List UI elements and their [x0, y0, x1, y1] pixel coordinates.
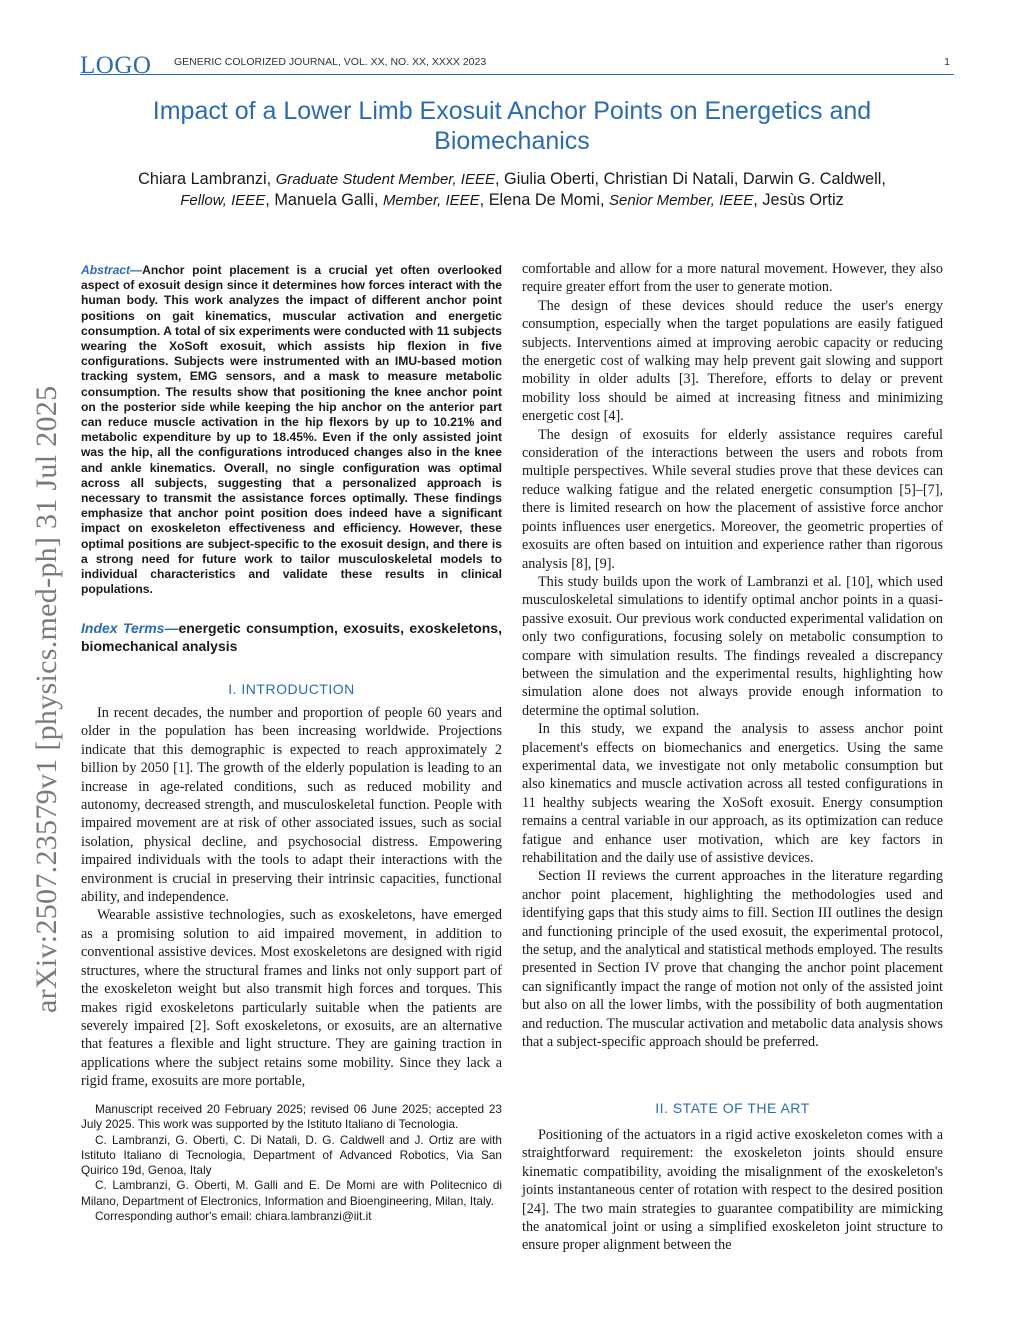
state-of-art-column: [522, 1126, 943, 1255]
abstract: [81, 263, 502, 597]
section-heading-state-of-the-art: II. STATE OF THE ART: [655, 1100, 810, 1116]
arxiv-stamp: arXiv:2507.23579v1 [physics.med-ph] 31 Jul 2025: [30, 385, 63, 1013]
author-membership: Senior Member, IEEE: [609, 192, 754, 209]
journal-name: GENERIC COLORIZED JOURNAL, VOL. XX, NO. XX, XXXX 2023: [174, 56, 487, 68]
intro-left-column: [81, 704, 502, 1091]
author-membership: Member, IEEE: [382, 192, 480, 209]
paragraph: comfortable and allow for a more natural movement. However, they also require greater effort from the user to generate motion.: [522, 261, 943, 296]
author-list: [80, 169, 944, 211]
paragraph: Section II reviews the current approaches in the literature regarding anchor point placement, highlighting the methodologies used and identifying gaps that this study aims to fill. Section III outlines the design and functioning principle of the used exosuit, the experimental protocol, the setup, and the analytical and statistical methods employed. The results presented in Section IV prove that changing the anchor point placement can significantly impact the range of motion not only of the assisted joint but also on all the lower limbs, with the possibility of both augmentation and reduction. The muscular activation and metabolic data analysis shows that a subject-specific approach should be preferred.: [522, 868, 943, 1051]
paper-title: Impact of a Lower Limb Exosuit Anchor Points on Energetics and Biomechanics: [152, 97, 872, 155]
abstract-text: Anchor point placement is a crucial yet often overlooked aspect of exosuit design since it determines how forces interact with the human body. This work analyzes the impact of different anchor point positions on gait kinematics, muscular activation and energetic consumption. A total of six experiments were conducted with 11 subjects wearing the XoSoft exosuit, which assists hip flexion in five configurations. Subjects were instrumented with an IMU-based motion tracking system, EMG sensors, and a mask to measure metabolic consumption. The results show that positioning the knee anchor point on the posterior side while keeping the hip anchor on the anterior part can reduce muscle activation in the hip flexors by up to 10.21% and metabolic expenditure by up to 18.45%. Even if the only assisted joint was the hip, all the configurations introduced changes also in the knee and ankle kinematics. Overall, no single configuration was optimal across all subjects, suggesting that a personalized approach is necessary to transmit the assistance forces optimally. These findings emphasize that anchor point position does indeed have a significant impact on exoskeleton effectiveness and efficiency. However, these optimal positions are subject-specific to the exosuit design, and there is a strong need for future work to tailor musculoskeletal models to individual characteristics and validate these results in clinical populations.: [81, 263, 502, 597]
author-membership: Fellow, IEEE: [180, 192, 266, 209]
journal-header: [80, 52, 954, 79]
author-names: , Elena De Momi,: [479, 191, 610, 209]
index-terms-label: Index Terms—: [81, 620, 179, 636]
paragraph: In recent decades, the number and proportion of people 60 years and older in the population has been increasing worldwide. Projections indicate that this demographic is expected to reach approximately 2 billion by 2050 [1]. The growth of the elderly population is leading to an increase in age-related conditions, such as reduced mobility and autonomy, decreased strength, and musculoskeletal function. People with impaired movement are at risk of other associated issues, such as social isolation, physical decline, and psychosocial distress. Empowering impaired individuals with the tools to adapt their interactions with the environment is crucial in preserving their intrinsic capacities, functional ability, and independence.: [81, 705, 502, 906]
author-names: , Manuela Galli,: [265, 191, 383, 209]
author-names: Chiara Lambranzi,: [138, 170, 276, 188]
paragraph: The design of these devices should reduce the user's energy consumption, especially when the target populations are easily fatigued subjects. Interventions aimed at improving aerobic capacity or reducing the energetic cost of walking may help prevent gait slowing and support mobility in older adults [3]. Therefore, efforts to delay or prevent mobility loss should be aimed at increasing fitness and minimizing energetic cost [4].: [522, 297, 943, 425]
section-heading-introduction: I. INTRODUCTION: [228, 681, 355, 697]
footnote-item: C. Lambranzi, G. Oberti, M. Galli and E. De Momi are with Politecnico di Milano, Department of Electronics, Information and Bioengineering, Milan, Italy.: [81, 1178, 502, 1208]
paragraph: In this study, we expand the analysis to assess anchor point placement's effects on biomechanics and energetics. Using the same experimental data, we investigate not only metabolic consumption but also kinematics and muscle activation across all tested configurations in 11 healthy subjects wearing the XoSoft exosuit. Energy consumption remains a central variable in our approach, as its optimization can reduce fatigue and enhance user motivation, which are key factors in rehabilitation and the daily use of assistive devices.: [522, 721, 943, 866]
footnote-item: C. Lambranzi, G. Oberti, C. Di Natali, D. G. Caldwell and J. Ortiz are with Istituto Italiano di Tecnologia, Department of Advanced Robotics, Via San Quirico 19d, Genoa, Italy: [81, 1132, 502, 1178]
footnote-item: Manuscript received 20 February 2025; revised 06 June 2025; accepted 23 July 2025. This work was supported by the Istituto Italiano di Tecnologia.: [81, 1102, 502, 1132]
author-names: , Jesùs Ortiz: [753, 191, 844, 209]
footnote-item: Corresponding author's email: chiara.lambranzi@iit.it: [95, 1209, 372, 1224]
journal-logo: LOGO: [80, 52, 152, 79]
index-terms-text: energetic consumption, exosuits, exoskeletons, biomechanical analysis: [81, 620, 502, 654]
paragraph: Wearable assistive technologies, such as exoskeletons, have emerged as a promising solution to aid impaired movement, in addition to conventional assistive devices. Most exoskeletons are designed with rigid structures, where the structural frames and links not only support part of the exoskeleton weight but also transmit high forces and torques. This makes rigid exoskeletons particularly suitable when the patients are severely impaired [2]. Soft exoskeletons, or exosuits, are an alternative that features a flexible and light structure. They are gaining traction in applications where the subject retains some mobility. Since they lack a rigid frame, exosuits are more portable,: [81, 907, 502, 1090]
page-number: 1: [944, 56, 950, 68]
paragraph: This study builds upon the work of Lambranzi et al. [10], which used musculoskeletal simulations to identify optimal anchor points in a quasi-passive exosuit. Our previous work conducted experimental validation on only two configurations, focusing solely on metabolic consumption to compare with simulation results. The findings revealed a discrepancy between the simulation and the experimental results, highlighting how simulation alone does not always provide enough information to determine the optimal solution.: [522, 573, 943, 719]
footnote: [81, 1102, 502, 1224]
paragraph: Positioning of the actuators in a rigid active exoskeleton comes with a straightforward requirement: the exoskeleton joints should ensure kinematic compatibility, avoiding the misalignment of the exoskeleton's joints instantaneous center of rotation with respect to the desired position [24]. The two main strategies to guarantee compatibility are mimicking the anatomical joint or using a simplified exoskeleton joint structure to ensure proper alignment between the: [522, 1127, 943, 1254]
intro-right-column: [522, 260, 943, 1051]
author-membership: Graduate Student Member, IEEE: [275, 171, 495, 188]
abstract-label: Abstract—: [81, 263, 143, 277]
author-names: , Giulia Oberti, Christian Di Natali, Darwin G. Caldwell,: [494, 170, 886, 188]
paragraph: The design of exosuits for elderly assistance requires careful consideration of the interactions between the users and robots from multiple perspectives. While several studies prove that these devices can reduce walking fatigue and the related energetic consumption [5]–[7], there is limited research on how the placement of assistive force anchor points influences user energetics. Moreover, the geometric properties of exosuits are often based on intuition and experience rather than rigorous analysis [8], [9].: [522, 426, 943, 572]
index-terms: [81, 619, 502, 655]
